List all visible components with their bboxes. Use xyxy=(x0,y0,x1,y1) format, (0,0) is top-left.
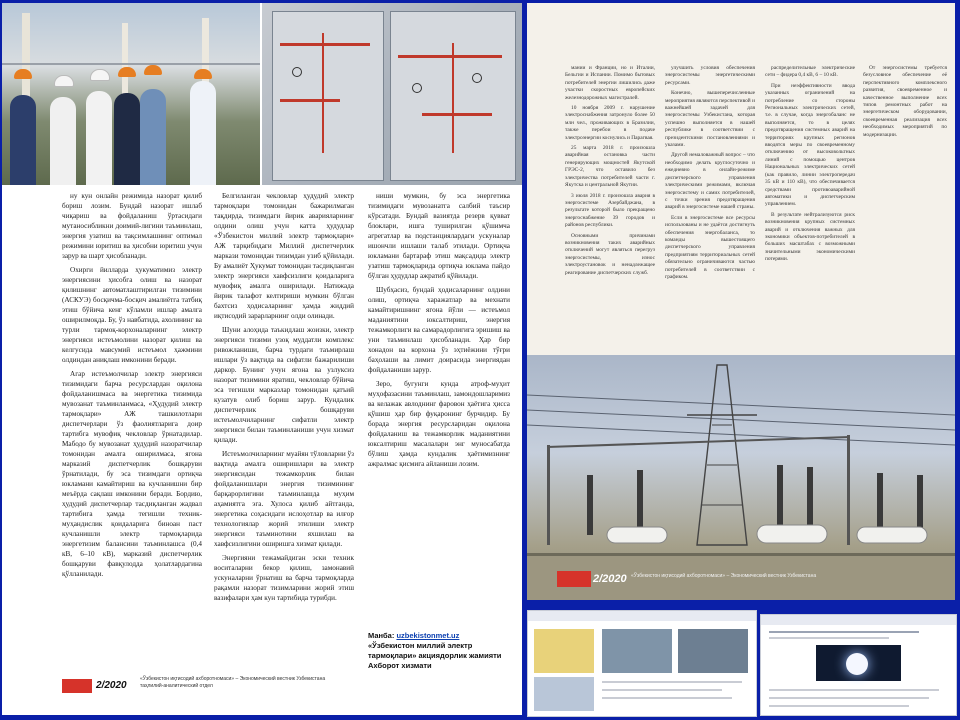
browser-bar xyxy=(761,615,956,625)
issue-number: 2/2020 xyxy=(96,680,127,691)
paragraph: мании и Франции, но и Италии, Бельгии и Испании. Помимо бытовых потребителей энергии лишились даже участки скоростных европейских железнодорожных магистралей. xyxy=(565,65,655,101)
substation-photo xyxy=(527,355,955,600)
paragraph: 10 ноября 2009 г. нарушение электроснабжения затронуло более 50 млн чел., проживающих в Бразилии, также перебои в подаче электроэнергии коснулись и Парагвая. xyxy=(565,105,655,141)
paragraph: распределительные электрические сети – фидера 0,4 кВ, 6 – 10 кВ. xyxy=(765,65,855,79)
paragraph: Истеъмолчиларнинг муайян тўловларни ўз вақтида амалга оширишлари ва электр энергиясидан тежамкорлик билан фойдаланишлари энергия тизимининг барқарорлигини таъминлашда муҳим аҳамиятга эга. Хулоса қилиб айтганда, энергетика соҳасидаги ислоҳотлар ва илғор технологиялар жорий этилиши электр энергияси таъминотини яхшилаш ва хавфсизлигини оширишга хизмат қилади. xyxy=(214,450,354,548)
paragraph: улучшить условия обеспечения энергосистемы энергетическими ресурсами. xyxy=(665,65,755,86)
paragraph: Агар истеъмолчилар электр энергияси тизимидаги барча ресурслардан оқилона фойдаланишмаса ва энергетика тизимида мувозанат таъминланмаса, «Ҳудудий электр тармоқлари» АЖ ташкилотлари диспетчерлари ўз фаолиятларига доир тартибга мувофиқ чекловлар ўрнатадилар. Мабодо бу мувозанат ҳудудий назоратчилар томонидан амалга оширилмаса, ягона марказий диспетчерлик бошқаруви ўрнатилади, бу эса тизимдаги ортиқча юкламани камайтириш ва кучланишни бир меъёрда сақлаш имконини беради. Бордию, ҳудудий диспетчерлар тасдиқланган жадвал тартибига ҳамда тегишли техник-муҳандислик қоидаларига биноан паст кучланишли электр тармоқларида энергетизим балансини таъминлашса (0,4 кВ, 6–10 кВ), марказий диспетчерлик бошқаруви фавқулодда ҳолатлардагина қўлланилади. xyxy=(62,370,202,578)
left-text-column-2 xyxy=(214,191,354,671)
source-credit xyxy=(368,631,513,671)
paragraph: Шуни алоҳида таъкидлаш жоизки, электр энергияси тизими узоқ муддатли комплекс ривожланиши, барча турдаги таъмирлаш ишлари ўз вақтида ва сифатли бажарилиши даркор. Бунинг учун ягона ва узлуксиз назорат тизимини яратиш, чекловлар бўйича эса тегишли марказлар томонидан қатъий кузатув олиб бориш зарур. Кундалик диспетчерлик бошқаруви истеъмолчиларнинг сифатли электр энергияси билан таъминланиши учун хизмат қилади. xyxy=(214,326,354,444)
paragraph: Другой немаловажный вопрос – что необходимо делать круглосуточно и ежедневно в онлайн-режиме диспетчерского управления электрическими режимами, включая энергосистему и самих потребителей, с точки зрения предотвращения аварий в энергосистеме нашей страны. xyxy=(665,152,755,211)
substation-illustration xyxy=(527,355,955,600)
paragraph: ну кун онлайн режимида назорат қилиб бориш лозим. Бундай назорат ишлаб чиқариш ва фойдаланиш ўртасидаги мутаносибликни доимий-лигини таъминлаш, энергия узатиш ва тақсимлашнинг оптимал режимини юритиш ва ҳисобни юритиш учун зарур ва шарт ҳисобланади. xyxy=(62,192,202,260)
paragraph: Белгиланган чекловлар ҳудудий электр тармоқлари томонидан бажарилмаган тақдирда, тизимдаги йирик аварияларнинг олдини олиш учун катта ҳудудлар «Ўзбекистон миллий электр тармоқлари» АЖ тарқибидаги Миллий диспетчерлик маркази томонидан тизимдан узиб қўйилади. Бу амалиёт Ҳукумат томонидан тасдиқланган электр энергияси хавфсизлиги қоидаларига мувофиқ амалга оширилади. Натижада йирик талафот келтириши мумкин бўлган бахтсиз ҳодисаларнинг ҳамда жиддий иқтисодий зарарларнинг олди олинади. xyxy=(214,192,354,320)
source-prefix: Манба: xyxy=(368,631,397,640)
thumbnail-banner xyxy=(534,629,594,673)
paragraph: Шубҳасиз, бундай ҳодисаларнинг олдини олиш, ортиқча харажатлар ва мехнати камайтиришнинг ягона йўли — истеъмол маданиятини юксалтириш, энергия тежамкорлиги ва самарадорлигига эришиш ва уни таъминлаш ҳисобланади. Ҳар бир хонадон ва корхона ўз эҳтиёжини тўғри баҳолаши ва лимит доирасида энергиядан фойдаланиши зарур. xyxy=(368,286,510,374)
thumbnail-photo xyxy=(678,629,748,673)
paragraph: ниши мумкин, бу эса энергетика тизимидаги мувозанатга салбий таъсир кўрсатади. Бундай вазиятда резерв қувват блоклари, ишга туширилган қўшимча агрегатлар ва подстанциялардаги ускуналар ишончли ишлаши талаб этилади. Ортиқча юкламани бартараф этиш мақсадида электр узатиш тармоқларида ортиқча юклама пайдо бўлган ҳудудлар ажратиб қўйилади. xyxy=(368,192,510,280)
thumbnail-image xyxy=(534,677,594,711)
thumbnail-image xyxy=(816,645,901,681)
source-org: «Ўзбекистон миллий электр тармоқлари» акциядорлик жамияти Ахборот хизмати xyxy=(368,641,502,670)
paragraph: Энергияни тежамайдиган эски техник воситаларни бекор қилиш, замонавий ускуналарни ўрнатиш ва барча тармоқларда рақамли назорат тизимларини жорий этиш вазифалари ҳам кун тартибида турибди. xyxy=(214,554,354,602)
journal-name: «Ўзбекистон иқтисодий ахборотномаси» – Экономический вестник Узбекистана xyxy=(140,676,326,682)
source-link[interactable]: uzbekistonmet.uz xyxy=(396,631,460,640)
journal-footer xyxy=(140,676,380,690)
paragraph: При неэффективности ввода указанных ограничений на потребление со стороны Региональных электрических сетей, т.е. в случае, когда энергобаланс не выполняется, то в целях предотвращения системных аварий на территориях крупных регионов вводятся меры по своевременному отключению от высоковольтных линий с помощью центров Национальных электрических сетей (как правило, линии электропередач 35 кВ и 110 кВ), что обеспечивается средствами противоаварийной автоматики и диспетчерским управлением. xyxy=(765,82,855,208)
journal-footer: «Ўзбекистон иқтисодий ахборотномаси» – Экономический вестник Узбекистана xyxy=(631,573,817,579)
paragraph: Конечно, вышеперечисленные мероприятия являются перспективой и важнейшей задачей для энергосистемы Узбекистана, которая успешно выполняется в нашей республике в соответствии с президентскими постановлениями и указами. xyxy=(665,90,755,149)
website-screenshot-2 xyxy=(760,614,957,716)
site-inspection-photo xyxy=(2,3,260,185)
text-line xyxy=(769,705,909,707)
control-panel-photo xyxy=(262,3,522,185)
right-text-area xyxy=(527,3,955,355)
left-text-column-1 xyxy=(62,191,202,671)
text-line xyxy=(602,681,742,683)
paragraph: 25 марта 2018 г. произошла аварийная остановка части генерирующих мощностей Якутской ГРЭС-2, что оставило без электричества потребителей части г. Якутска и центральной Якутии. xyxy=(565,145,655,189)
paragraph: Охирги йилларда ҳукуматимиз электр энергиясини ҳисобга олиш ва назорат қилишнинг автоматлаштирилган тизимини (АСКУЭ) босқичма-босқич амалиётга татбиқ этиш бўйича кенг кўламли ишлар амалга оширилмоқда. Бу, ўз навбатида, ахолининг ва турли тармоқ-корхоналарнинг электр энергияси истеъмолини назорат қилиш ва келгусида мавсумий истеъмол ҳажмини олдиндан аниқлаш имконини беради. xyxy=(62,266,202,364)
paragraph: Зеро, бугунги кунда атроф-муҳит муҳофазасини таъминлаш, замондошларимиз ва келажак авлоднинг фаровон ҳаётига ҳисса қўшиш ҳар бир фуқаронинг бурчидир. Бу борада энергия ресурсларидан оқилона фойдаланиш ва тежамкорлик маданиятини юксалтириш масалалари энг муносабатда бўлиш ҳамда кундалик ҳаётимизнинг ажралмас қисмига айланиши лозим. xyxy=(368,380,510,468)
text-line xyxy=(769,637,889,639)
issue-number: 2/2020 xyxy=(593,573,627,585)
left-text-column-3 xyxy=(368,191,510,661)
right-text-column-4 xyxy=(863,65,947,355)
text-line xyxy=(602,689,722,691)
right-text-column-1 xyxy=(565,65,655,355)
footer-red-tab xyxy=(62,679,92,693)
text-line xyxy=(602,697,732,699)
text-line xyxy=(769,631,919,633)
thumbnail-photo xyxy=(602,629,672,673)
text-line xyxy=(769,697,929,699)
website-screenshot-1 xyxy=(527,610,757,717)
footer-red-tab xyxy=(557,571,591,587)
journal-section: таҳлилий-аналитический отдел xyxy=(140,683,213,689)
right-text-column-2 xyxy=(665,65,755,355)
browser-bar xyxy=(528,611,756,621)
paragraph: Основными причинами возникновения таких аварийных отключений могут являться перегруз энергосистемы, износ электроустановок и ненадлежащее реагирование диспетчерских служб. xyxy=(565,232,655,276)
left-magazine-page xyxy=(2,3,522,715)
text-line xyxy=(769,689,939,691)
right-text-column-3 xyxy=(765,65,855,355)
right-magazine-page xyxy=(527,3,955,600)
paragraph: От энергосистемы требуется безусловное обеспечение её перспективного комплексного развития, своевременное и качественное выполнение всех типов ремонтных работ на энергетическом оборудовании, своевременная реализация всех необходимых мероприятий по модернизации. xyxy=(863,65,947,138)
paragraph: 3 июля 2018 г. произошла авария в энергосистеме Азербайджана, в результате которой было прекращено энергоснабжение 39 городов и районов республики. xyxy=(565,192,655,229)
paragraph: В результате нейтрализуются риск возникновения крупных системных аварий и отключения важных для экономики объектов-потребителей в больших масштабах с возможными значительными экономическими потерями. xyxy=(765,211,855,263)
paragraph: Если в энергосистеме все ресурсы использованы и не удаётся достигнуть обеспечения энергобаланса, то команды вышестоящего диспетчерского управления предприятиям территориальных сетей обязательно ограничиваются частью потребителей в соответствии с графиком. xyxy=(665,214,755,280)
